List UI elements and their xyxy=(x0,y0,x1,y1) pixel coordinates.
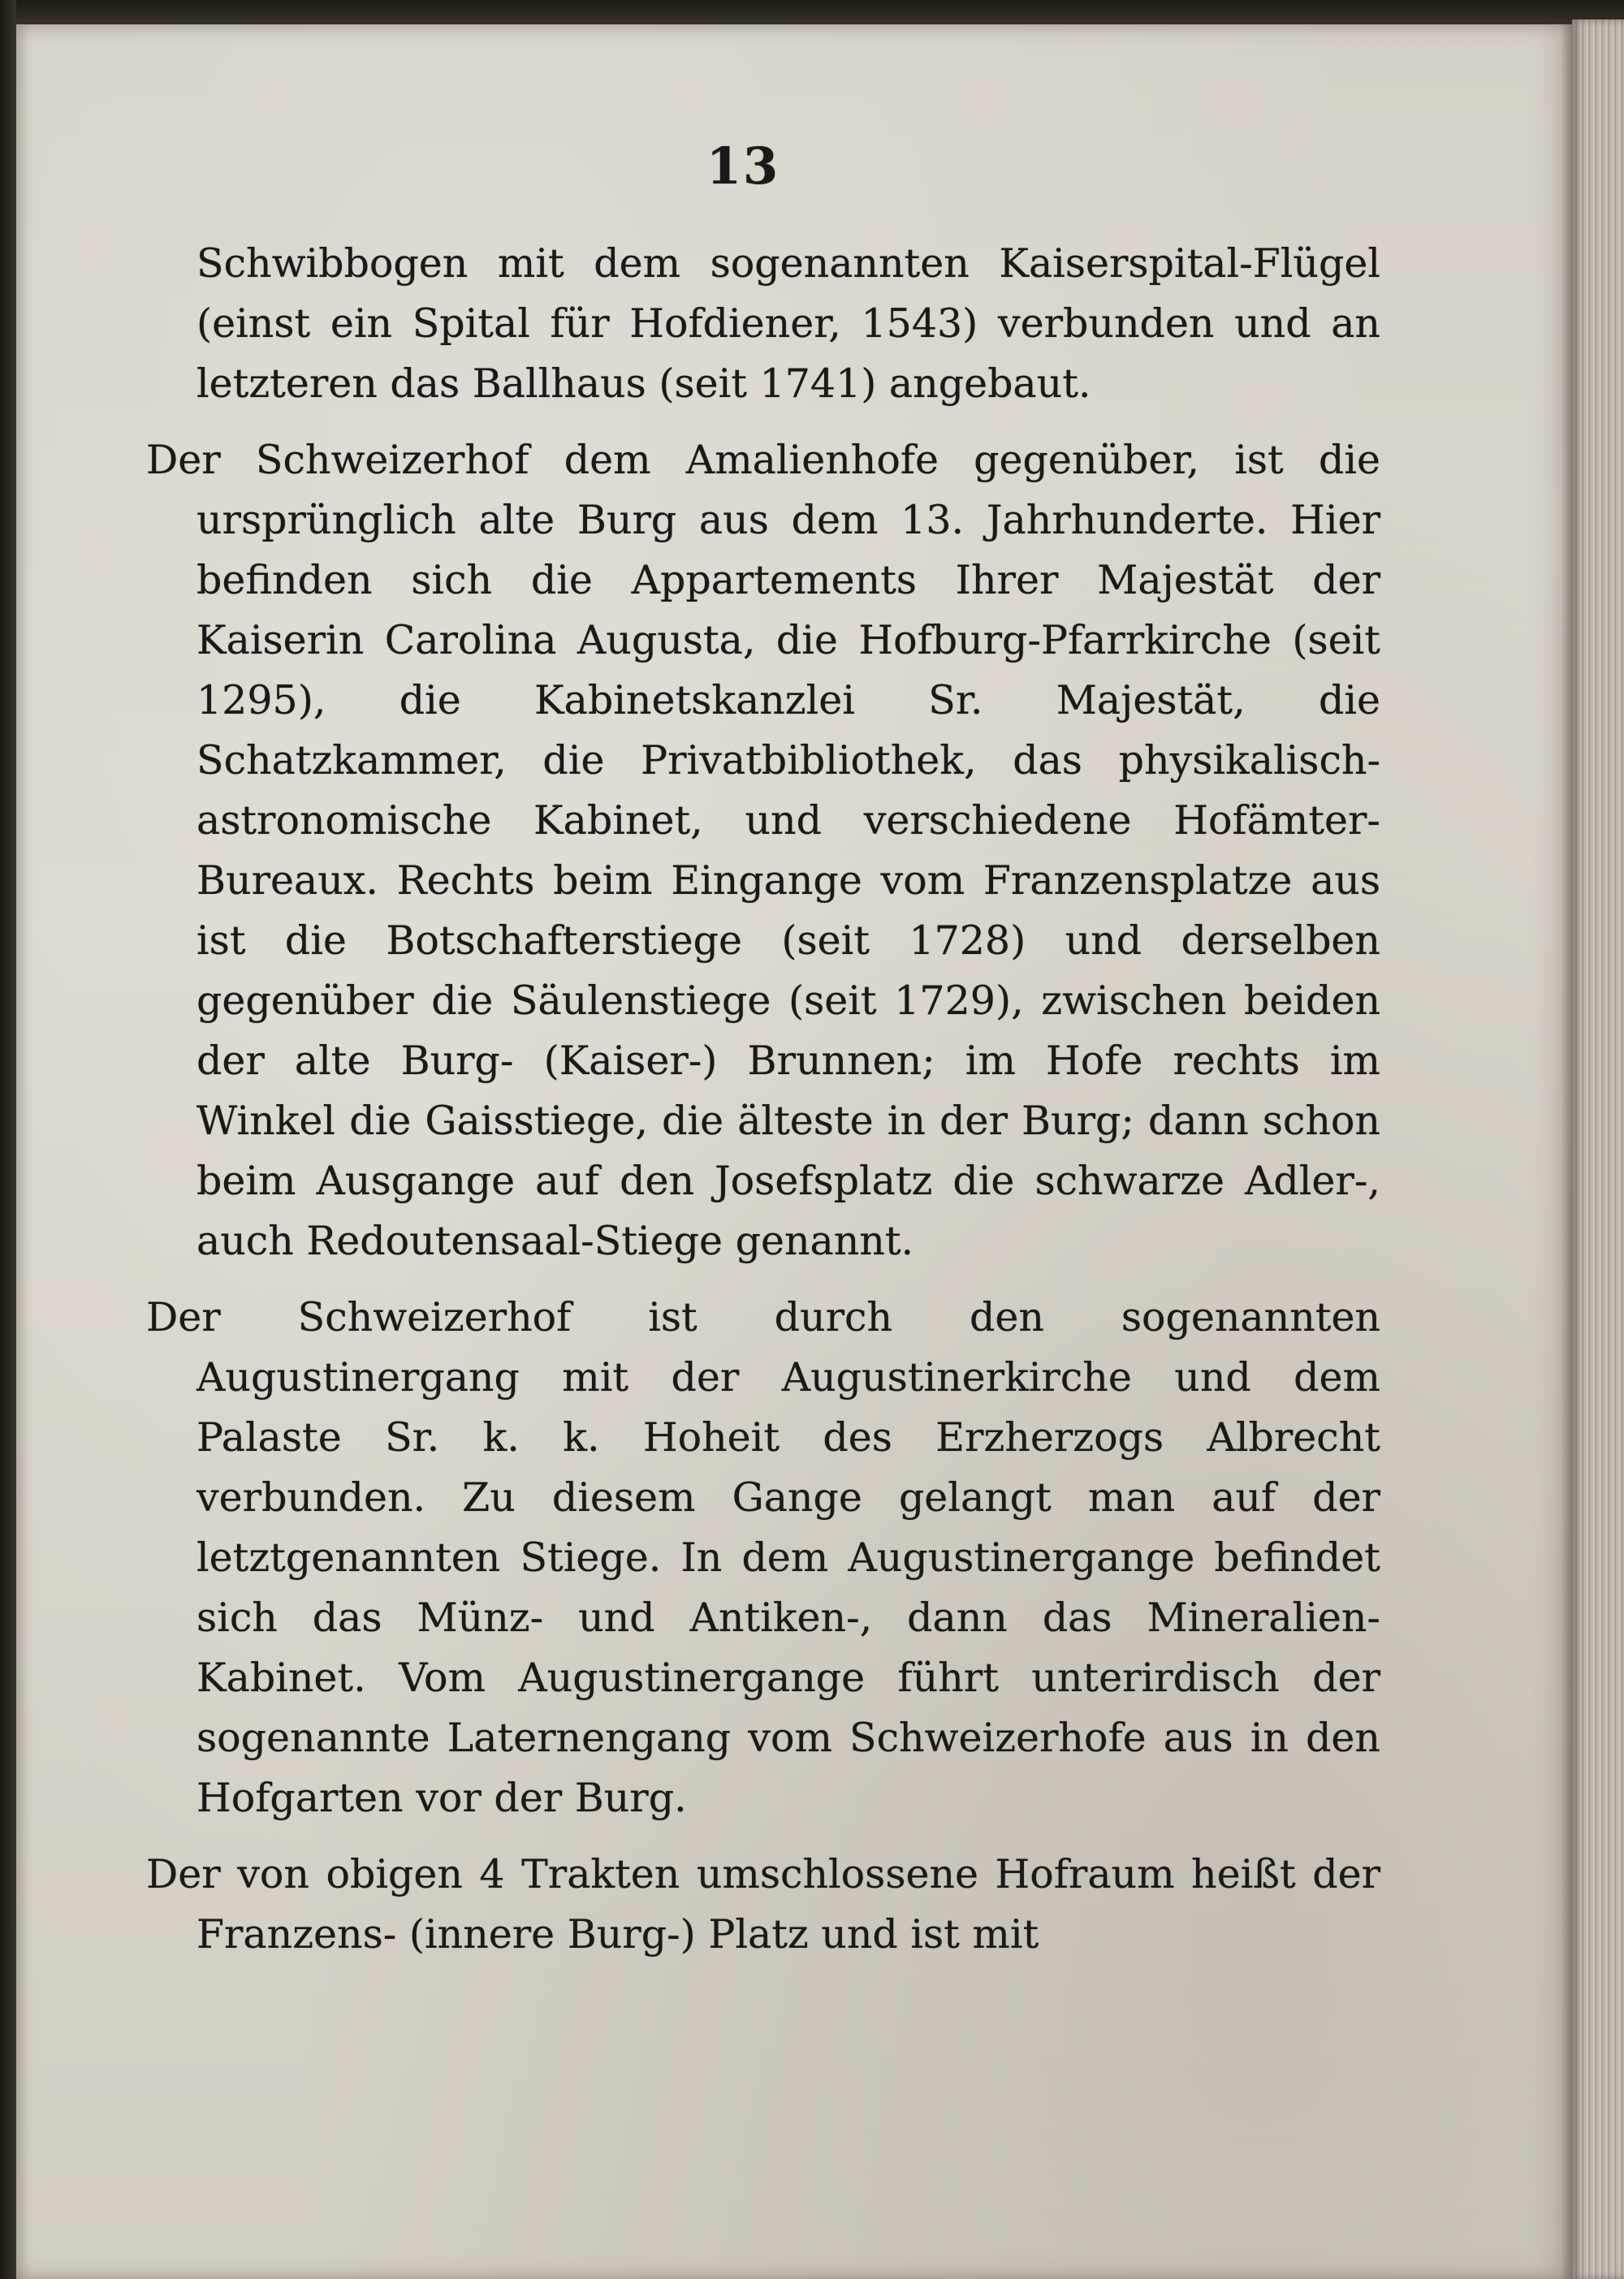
paragraph-franzensplatz: Der von obigen 4 Trakten umschlossene Hofraum heißt der Franzens- (innere Burg-) Platz und ist mit xyxy=(146,1851,1380,1957)
stacked-page-edges xyxy=(1572,19,1624,2279)
paragraph-schweizerhof: Der Schweizerhof dem Amalienhofe gegenüber, ist die ursprünglich alte Burg aus dem 13. Jahrhunderte. Hier befinden sich die Appartements Ihrer Majestät der Kaiserin Carolina Augusta, die Hofburg-Pfarrkirche (seit 1295), die Kabinetskanzlei Sr. Majestät, die Schatzkammer, die Privatbibliothek, das physikalisch-astronomische Kabinet, und verschiedene Hofämter-Bureaux. Rechts beim Eingange vom Franzensplatze aus ist die Botschafterstiege (seit 1728) und derselben gegenüber die Säulenstiege (seit 1729), zwischen beiden der alte Burg- (Kaiser-) Brunnen; im Hofe rechts im Winkel die Gaisstiege, die älteste in der Burg; dann schon beim Ausgange auf den Josefsplatz die schwarze Adler-, auch Redoutensaal-Stiege genannt. xyxy=(146,437,1380,1264)
left-binding-edge xyxy=(0,0,16,2279)
paragraph-ballhaus: Schwibbogen mit dem sogenannten Kaiserspital-Flügel (einst ein Spital für Hofdiener, 1543) verbunden und an letzteren das Ballhaus (seit 1741) angebaut. xyxy=(197,240,1380,407)
paragraph-augustinergang: Der Schweizerhof ist durch den sogenannten Augustinergang mit der Augustinerkirche und dem Palaste Sr. k. k. Hoheit des Erzherzogs Albrecht verbunden. Zu diesem Gange gelangt man auf der letztgenannten Stiege. In dem Augustinergange befindet sich das Münz- und Antiken-, dann das Mineralien-Kabinet. Vom Augustinergange führt unterirdisch der sogenannte Laternengang vom Schweizerhofe aus in den Hofgarten vor der Burg. xyxy=(146,1294,1380,1821)
top-binding-edge xyxy=(0,0,1624,28)
page-gutter-shadow xyxy=(1561,24,1572,2279)
page-text xyxy=(146,234,1380,1981)
book-page xyxy=(16,24,1572,2279)
page-number: 13 xyxy=(706,136,780,196)
